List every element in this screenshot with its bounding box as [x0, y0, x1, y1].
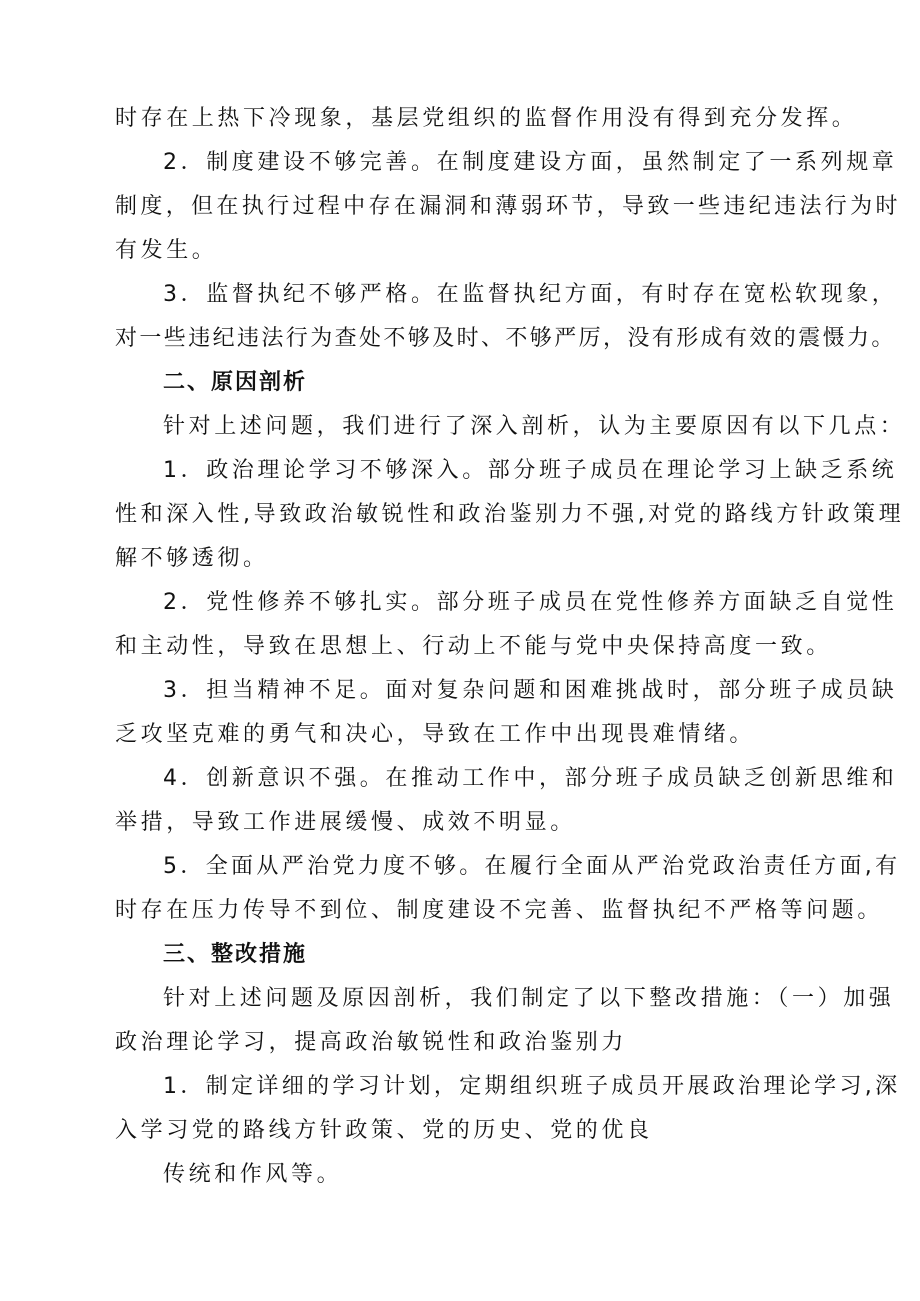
paragraph-line: 乏攻坚克难的勇气和决心，导致在工作中出现畏难情绪。	[115, 722, 756, 747]
paragraph-line: 有发生。	[115, 238, 218, 263]
paragraph-line: 4．创新意识不强。在推动工作中，部分班子成员缺乏创新思维和	[163, 766, 898, 791]
paragraph-line: 1．制定详细的学习计划，定期组织班子成员开展政治理论学习,深	[163, 1074, 901, 1099]
paragraph-line: 和主动性，导致在思想上、行动上不能与党中央保持高度一致。	[115, 634, 832, 659]
paragraph-line: 5．全面从严治党力度不够。在履行全面从严治党政治责任方面,有	[163, 854, 901, 879]
paragraph-line: 1．政治理论学习不够深入。部分班子成员在理论学习上缺乏系统	[163, 458, 898, 483]
paragraph-line: 对一些违纪违法行为查处不够及时、不够严厉，没有形成有效的震慑力。	[115, 326, 896, 351]
paragraph-line: 针对上述问题及原因剖析，我们制定了以下整改措施：（一）加强	[163, 986, 895, 1011]
paragraph-line: 2．制度建设不够完善。在制度建设方面，虽然制定了一系列规章	[163, 150, 898, 175]
paragraph-line: 政治理论学习，提高政治敏锐性和政治鉴别力	[115, 1030, 628, 1055]
paragraph-line: 2．党性修养不够扎实。部分班子成员在党性修养方面缺乏自觉性	[163, 590, 898, 615]
section-heading: 三、整改措施	[163, 942, 308, 967]
paragraph-line: 3．监督执纪不够严格。在监督执纪方面，有时存在宽松软现象，	[163, 282, 898, 307]
section-heading: 二、原因剖析	[163, 370, 308, 395]
paragraph-line: 时存在压力传导不到位、制度建设不完善、监督执纪不严格等问题。	[115, 898, 884, 923]
paragraph-line: 解不够透彻。	[115, 546, 269, 571]
paragraph-line: 针对上述问题，我们进行了深入剖析，认为主要原因有以下几点：	[163, 414, 906, 439]
paragraph-line: 时存在上热下冷现象，基层党组织的监督作用没有得到充分发挥。	[115, 106, 858, 131]
paragraph-line: 传统和作风等。	[163, 1162, 343, 1187]
paragraph-line: 入学习党的路线方针政策、党的历史、党的优良	[115, 1118, 653, 1143]
paragraph-line: 3．担当精神不足。面对复杂问题和困难挑战时，部分班子成员缺	[163, 678, 898, 703]
paragraph-line: 制度，但在执行过程中存在漏洞和薄弱环节，导致一些违纪违法行为时	[115, 194, 901, 219]
paragraph-line: 举措，导致工作进展缓慢、成效不明显。	[115, 810, 576, 835]
paragraph-line: 性和深入性,导致政治敏锐性和政治鉴别力不强,对党的路线方针政策理	[115, 502, 905, 527]
